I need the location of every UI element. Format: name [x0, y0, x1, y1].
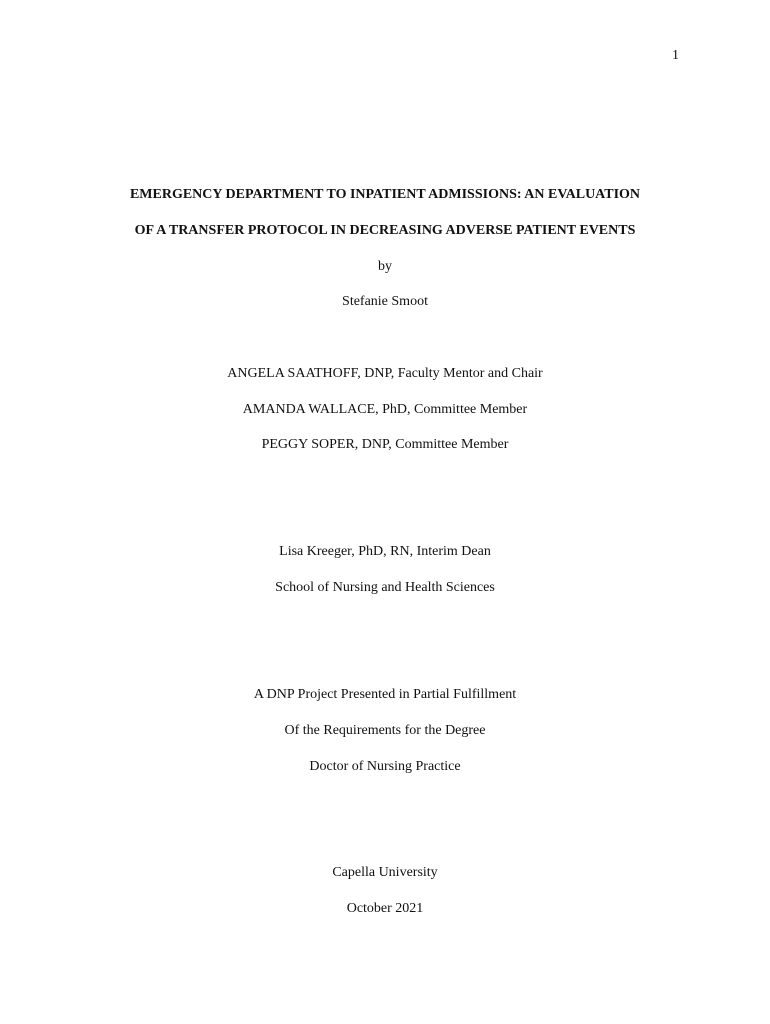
title-line-1: EMERGENCY DEPARTMENT TO INPATIENT ADMISSIONS: AN EVALUATION — [129, 187, 641, 202]
school-name: School of Nursing and Health Sciences — [275, 580, 495, 595]
committee-member-2: AMANDA WALLACE, PhD, Committee Member — [242, 402, 528, 417]
degree-name: Doctor of Nursing Practice — [309, 759, 461, 774]
committee-member-chair: ANGELA SAATHOFF, DNP, Faculty Mentor and Chair — [227, 366, 543, 381]
submission-date: October 2021 — [346, 901, 424, 916]
dean-name: Lisa Kreeger, PhD, RN, Interim Dean — [279, 544, 491, 559]
committee-member-3: PEGGY SOPER, DNP, Committee Member — [261, 437, 509, 452]
institution-name: Capella University — [332, 865, 438, 880]
page-number: 1 — [672, 48, 679, 63]
title-line-2: OF A TRANSFER PROTOCOL IN DECREASING ADVERSE PATIENT EVENTS — [134, 223, 636, 238]
presentation-line-2: Of the Requirements for the Degree — [284, 723, 486, 738]
author-name: Stefanie Smoot — [342, 294, 428, 309]
presentation-line-1: A DNP Project Presented in Partial Fulfillment — [253, 687, 517, 702]
by-label: by — [378, 259, 392, 274]
